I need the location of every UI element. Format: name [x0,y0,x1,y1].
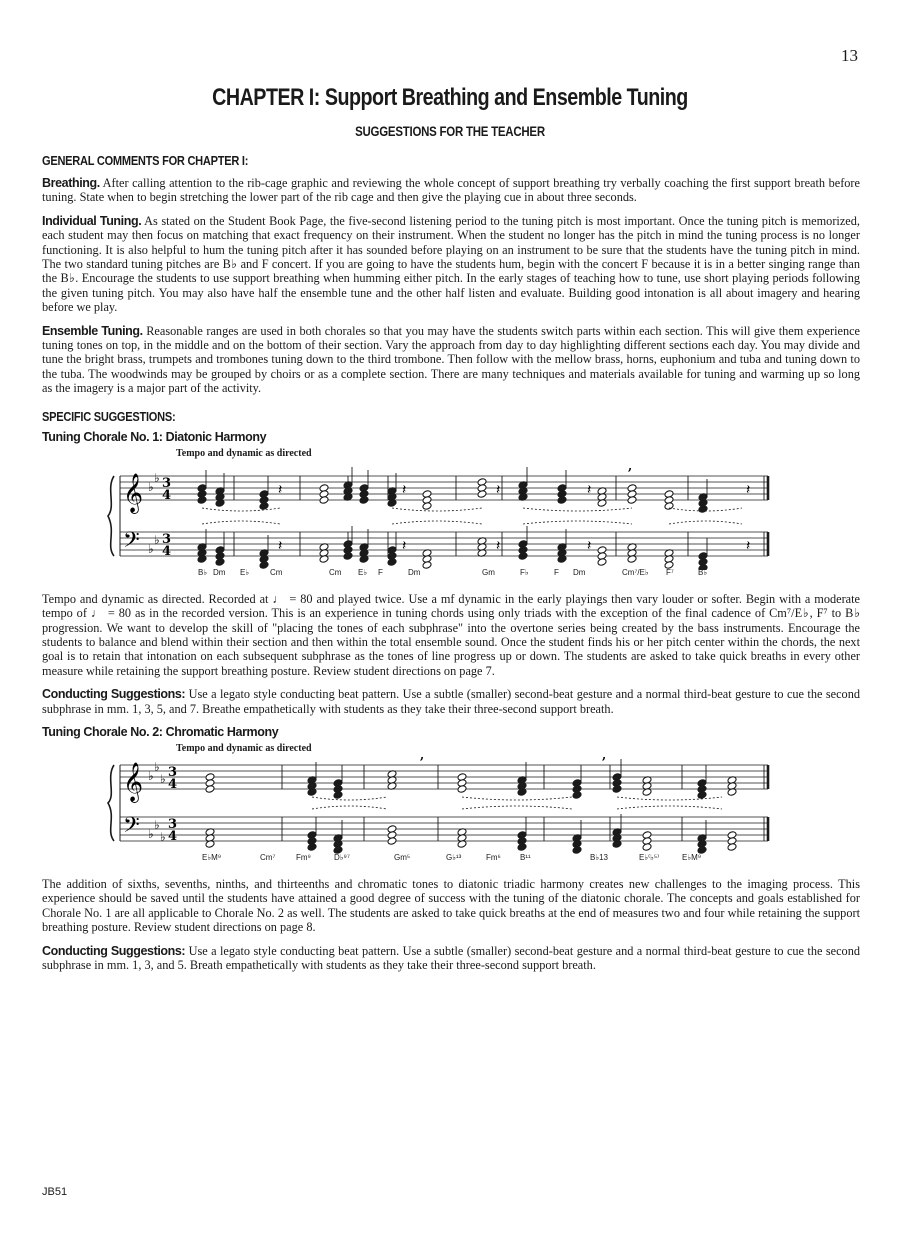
flat-icon: ♭ [148,541,154,556]
time-signature-bottom: 4 [162,487,172,503]
chorale1-conducting-paragraph [42,687,860,716]
chorale2-score [42,743,860,867]
ensemble-tuning-paragraph [42,324,860,396]
treble-clef-icon: 𝄞 [123,472,144,513]
chord-symbol: Cm [329,567,342,577]
chord-symbol: Cm⁷ [260,852,276,862]
chord-symbol: E♭M⁹ [682,852,702,862]
time-signature-bottom: 4 [168,828,178,844]
chorale1-tempo: Tempo and dynamic as directed [176,447,312,459]
flat-icon: ♭ [154,470,160,485]
phrase-slur [202,521,280,524]
footer-code: JB51 [42,1186,68,1198]
breathing-text: After calling attention to the rib-cage graphic and reviewing the whole concept of support breathing try verbally coaching the first support breath before tuning. State when to begin stretching the lower part of the rib cage and then give the playing cue in about three seconds. [42,176,860,205]
quarter-rest-icon: 𝄽 [746,537,751,554]
phrase-slur [523,508,632,511]
chord-symbol: F [378,567,383,577]
chord-symbol: D♭⁹⁷ [334,852,350,862]
time-signature-top: 3 [168,764,178,780]
phrase-slur [617,806,722,809]
time-signature-bottom: 4 [168,776,178,792]
general-heading: GENERAL COMMENTS FOR CHAPTER I: [42,153,249,168]
chord-symbol: G♭¹³ [446,852,462,862]
chord-symbol: B♭ [198,567,208,577]
chord-symbol: B♭ [698,567,708,577]
quarter-rest-icon: 𝄽 [587,537,592,554]
flat-icon: ♭ [154,817,160,832]
phrase-slur [312,797,387,800]
chorale2-conducting-paragraph [42,944,860,973]
chord-symbol: B♭13 [590,852,609,862]
chord-symbol: Cm⁷/E♭ [622,567,649,577]
chord-symbol: F⁷ [666,567,674,577]
chorale1-paragraph: Tempo and dynamic as directed. Recorded at ♩ = 80 and played twice. Use a mf dynamic in the early playings then vary louder or softer. Begin with a moderate tempo of ♩ = 80 as in the recorded version. This is an experience in tuning chords using only triads with the exception of the final cadence of Cm⁷/E♭, F⁷ to B♭ progression. We want to develop the skill of "placing the tones of each subphrase" into the overtone series being created by the bass instruments. Encourage the students to balance and blend within their section and then within the total ensemble sound. Once the student finds his or her pitch center within the chords, the next goal is to retain that intonation on each subsequent subphrase as the tones of line progress up or down. The students are asked to take quick breaths in every other measure while retaining the support breathing posture. Review student directions on page 7. [42,591,860,678]
quarter-rest-icon: 𝄽 [587,481,592,498]
flat-icon: ♭ [154,759,160,774]
phrase-slur [462,797,572,800]
chord-symbol: E♭ [358,567,368,577]
chorale2-title: Tuning Chorale No. 2: Chromatic Harmony [42,724,279,739]
chord-symbol: E♭M⁹ [202,852,222,862]
quarter-rest-icon: 𝄽 [496,537,501,554]
phrase-slur [462,806,572,809]
time-signature-top: 3 [162,531,172,547]
breathing-paragraph [42,176,860,205]
page-content [42,152,860,981]
phrase-slur [392,508,482,511]
chord-symbol: B¹¹ [520,852,531,862]
individual-tuning-text: As stated on the Student Book Page, the five-second listening period to the tuning pitch is most important. Once the tuning pitch is memorized, each student may then focus on matching that exact frequency on their instrument. When the student no longer has the pitch in mind the tuning process is no longer functioning. It is also helpful to hum the tuning pitch after it has sounded before playing on an instrument to be sure that the students have the tuning pitch in mind. The two standard tuning pitches are B♭ and F concert. If you are going to have the students hum, begin with the concert F because it is in a better singing range than the B♭. Encourage the students to use support breathing when humming either pitch. In the early stages of teaching how to tune, use short playing periods following the given tuning pitch. You may also have half the ensemble tune and the other half listen and evaluate. Building good intonation is all about imagery and hearing before we play. [42,213,860,315]
chorale2-conducting-lead: Conducting Suggestions: [42,943,186,958]
time-signature-bottom: 4 [162,543,172,559]
quarter-rest-icon: 𝄽 [278,481,283,498]
treble-clef-icon: 𝄞 [123,761,144,802]
quarter-rest-icon: 𝄽 [746,481,751,498]
breathing-lead: Breathing. [42,176,100,190]
quarter-rest-icon: 𝄽 [278,537,283,554]
chorale1-chord-symbols [42,568,860,582]
flat-icon: ♭ [154,532,160,547]
chorale2-conducting-text: Use a legato style conducting beat pattern. Use a subtle (smaller) second-beat gesture and a normal third-beat gesture to cue the second subphrase in mm. 1, 3, and 5. Breath empathetically with students as they take their three-second support breath. [42,943,860,972]
chord-symbol: Gm [482,567,495,577]
time-signature-top: 3 [168,816,178,832]
time-signature-top: 3 [162,475,172,491]
individual-tuning-paragraph [42,214,860,315]
breath-mark-icon: , [420,747,425,762]
chorale1-title: Tuning Chorale No. 1: Diatonic Harmony [42,429,267,444]
chord-symbol: E♭ [240,567,250,577]
individual-tuning-lead: Individual Tuning. [42,213,142,228]
phrase-slur [202,508,280,511]
phrase-slur [617,797,722,800]
system-brace [108,765,114,841]
quarter-rest-icon: 𝄽 [496,481,501,498]
phrase-slur [392,521,482,524]
quarter-rest-icon: 𝄽 [402,481,407,498]
bass-clef-icon: 𝄢 [123,812,140,843]
chord-symbol: Dm [408,567,421,577]
flat-icon: ♭ [148,479,154,494]
system-brace [108,476,114,556]
chord-symbol: Dm [213,567,226,577]
flat-icon: ♭ [160,829,166,844]
phrase-slur [312,806,387,809]
breath-mark-icon: , [628,458,633,473]
phrase-slur [523,521,632,524]
page-number: 13 [841,46,858,65]
chorale1-conducting-text: Use a legato style conducting beat pattern. Use a subtle (smaller) second-beat gesture and a normal third-beat gesture to cue the second subphrase in mm. 1, 3, 5, and 7. Breathe empathetically with students as they take their three-second support breath. [42,687,860,716]
chord-symbol: Fm⁹ [296,852,311,862]
quarter-rest-icon: 𝄽 [402,537,407,554]
chorale1-score [42,448,860,582]
chorale2-tempo: Tempo and dynamic as directed [176,742,312,754]
chord-symbol: Cm [270,567,283,577]
chapter-subtitle: SUGGESTIONS FOR THE TEACHER [355,123,545,139]
flat-icon: ♭ [148,826,154,841]
chord-symbol: E♭⁽♭⁵⁾ [639,852,660,862]
chapter-title: CHAPTER I: Support Breathing and Ensemble Tuning [212,84,688,111]
ensemble-tuning-lead: Ensemble Tuning. [42,323,143,338]
chorale2-staff [42,743,860,855]
chorale1-conducting-lead: Conducting Suggestions: [42,687,186,702]
chord-symbol: Fm⁶ [486,852,501,862]
chorale2-paragraph: The addition of sixths, sevenths, ninths, and thirteenths and chromatic tones to diatonic triadic harmony creates new challenges to the imaging process. This experience should be saved until the students have attained a good degree of success with the tuning of the diatonic chorale. The concepts and goals established for Chorale No. 1 are all applicable to Chorale No. 2 as well. The students are asked to take quick breaths at the end of measures two and four while retaining the support breathing posture. Review student directions on page 8. [42,876,860,935]
phrase-slur [669,521,742,524]
chord-symbol: F [554,567,559,577]
ensemble-tuning-text: Reasonable ranges are used in both chorales so that you may have the students switch parts within each section. This will give them experience tuning tones on top, in the middle and on the bottom of their section. Vary the approach from day to day highlighting different sections each day. You may divide and tune the bright brass, trumpets and trombones tuning down to the third trombone. Then follow with the mellow brass, horns, euphonium and tuba and tuning down to the tuba. The woodwinds may be grouped by choirs or as a complete section. There are many techniques and materials available for tuning and warming up so long as the imagery is a major part of the activity. [42,323,861,396]
specific-heading: SPECIFIC SUGGESTIONS: [42,408,176,424]
chord-symbol: Dm [573,567,586,577]
chord-symbol: F♭ [520,567,529,577]
chord-symbol: Gm⁵ [394,852,411,862]
flat-icon: ♭ [160,771,166,786]
bass-clef-icon: 𝄢 [123,527,140,558]
flat-icon: ♭ [148,768,154,783]
chorale1-staff [42,448,860,570]
chorale2-chord-symbols [42,853,860,867]
breath-mark-icon: , [602,747,607,762]
